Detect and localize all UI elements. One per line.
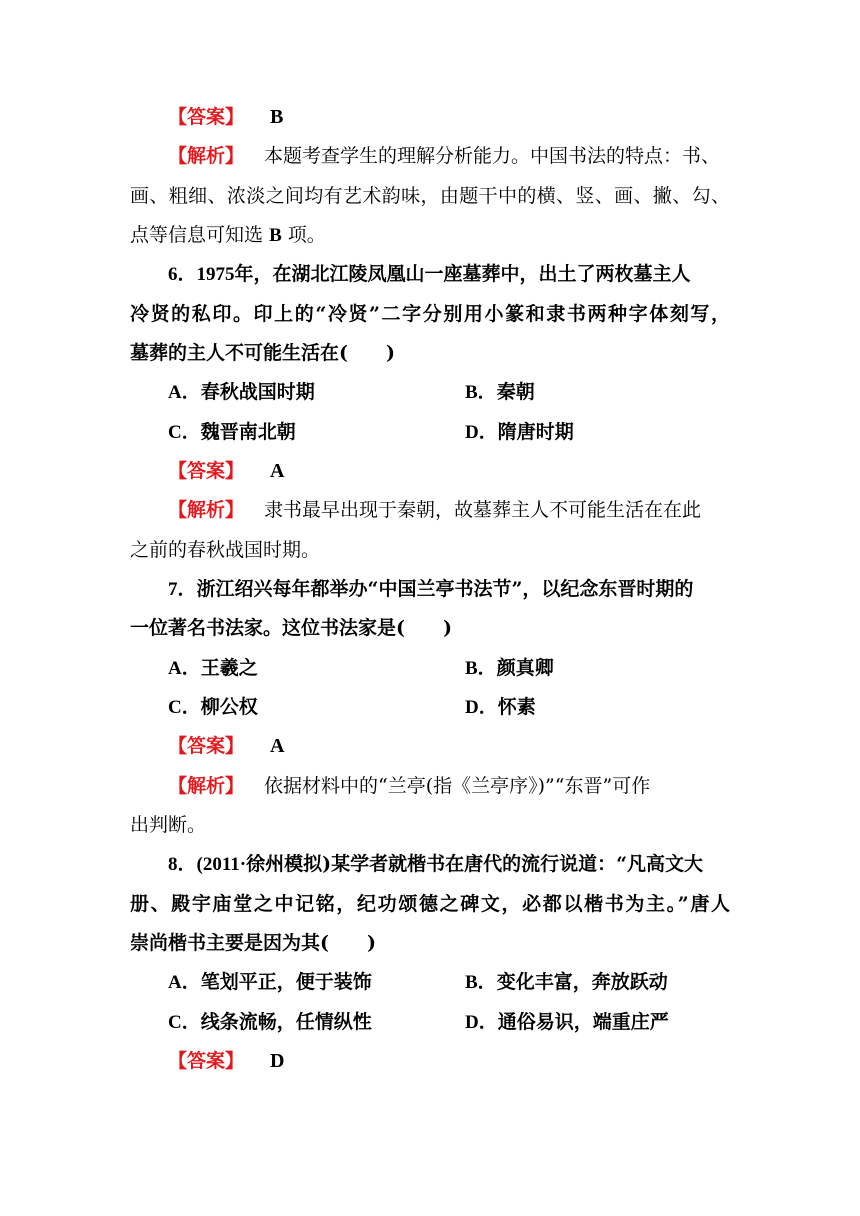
option-text: 笔划平正，便于装饰 <box>200 971 372 993</box>
q6-stem-line-3 <box>130 333 730 373</box>
option-text: 颜真卿 <box>496 657 554 679</box>
answer-label: 【答案】 <box>168 460 245 482</box>
option-text: 春秋战国时期 <box>200 381 315 403</box>
q8-stem-text-3: 崇尚楷书主要是因为其( ) <box>130 932 376 954</box>
q7-stem-text-2: 一位著名书法家。这位书法家是( ) <box>130 617 452 639</box>
q8-stem-text-1: 徐州模拟)某学者就楷书在唐代的流行说道：“凡高文大 <box>246 853 704 875</box>
option-text: 王羲之 <box>200 657 258 679</box>
answer-label: 【答案】 <box>168 1050 245 1072</box>
q7-option-c <box>168 687 258 727</box>
q8-answer-line <box>168 1041 730 1081</box>
q5-analysis-line-3 <box>130 215 730 255</box>
q6-answer: A <box>270 460 285 482</box>
q7-number: 7． <box>168 579 197 600</box>
q5-analysis-text-1: 本题考查学生的理解分析能力。中国书法的特点：书、 <box>264 145 721 167</box>
q6-analysis-line-2 <box>130 530 730 570</box>
q6-option-a <box>168 372 315 412</box>
q8-stem-line-1 <box>168 844 730 884</box>
q6-analysis-text-2: 之前的春秋战国时期。 <box>130 539 321 561</box>
q5-analysis-text-3c: 项。 <box>287 224 326 246</box>
q8-option-a <box>168 962 372 1002</box>
q8-option-d <box>465 1002 669 1042</box>
option-text: 怀素 <box>497 696 536 718</box>
q7-stem-text-1: 浙江绍兴每年都举办“中国兰亭书法节”，以纪念东晋时期的 <box>196 578 694 600</box>
q6-stem-text-3: 墓葬的主人不可能生活在( ) <box>130 342 395 364</box>
q7-stem-line-2 <box>130 608 730 648</box>
option-text: 通俗易识，端重庄严 <box>497 1011 669 1033</box>
q6-option-d <box>465 412 574 452</box>
option-letter: D． <box>465 1012 498 1033</box>
q6-option-c <box>168 412 296 452</box>
q7-option-d <box>465 687 536 727</box>
q6-stem-text-1: 年，在湖北江陵凤凰山一座墓葬中，出土了两枚墓主人 <box>234 263 691 285</box>
option-letter: D． <box>465 697 498 718</box>
analysis-label: 【解析】 <box>168 775 245 797</box>
q5-analysis-line-1 <box>168 136 730 176</box>
q5-analysis-text-2: 画、粗细、浓淡之间均有艺术韵味，由题干中的横、竖、画、撇、勾、 <box>130 185 730 207</box>
q8-option-b <box>465 962 668 1002</box>
q6-answer-line <box>168 451 730 491</box>
analysis-label: 【解析】 <box>168 145 245 167</box>
q8-stem-line-3 <box>130 923 730 963</box>
option-letter: B． <box>465 658 497 679</box>
option-letter: C． <box>168 697 201 718</box>
q8-answer: D <box>270 1050 285 1072</box>
q5-analysis-line-2 <box>130 176 730 216</box>
option-letter: A． <box>168 972 201 993</box>
option-letter: B． <box>465 972 497 993</box>
option-letter: A． <box>168 382 201 403</box>
q8-number: 8．(2011· <box>168 854 247 875</box>
q6-stem-text-2: 冷贤的私印。印上的“冷贤”二字分别用小篆和隶书两种字体刻写， <box>130 303 730 325</box>
q6-analysis-line-1 <box>168 490 730 530</box>
option-letter: A． <box>168 658 201 679</box>
q5-analysis-text-3b: B <box>269 225 282 246</box>
option-letter: C． <box>168 422 201 443</box>
analysis-label: 【解析】 <box>168 499 245 521</box>
option-text: 线条流畅，任情纵性 <box>200 1011 372 1033</box>
option-text: 变化丰富，奔放跃动 <box>496 971 668 993</box>
option-text: 柳公权 <box>200 696 258 718</box>
q5-answer: B <box>270 106 284 128</box>
q6-analysis-text-1: 隶书最早出现于秦朝，故墓葬主人不可能生活在在此 <box>264 499 702 521</box>
q7-answer-line <box>168 726 730 766</box>
option-text: 隋唐时期 <box>497 421 574 443</box>
q8-stem-line-2 <box>130 884 730 924</box>
q6-option-b <box>465 372 535 412</box>
q5-analysis-text-3a: 点等信息可知选 <box>130 224 264 246</box>
q7-option-a <box>168 648 258 688</box>
q8-option-c <box>168 1002 372 1042</box>
q6-number: 6．1975 <box>168 264 235 285</box>
q6-stem-line-2 <box>130 294 730 334</box>
q7-analysis-line-2 <box>130 805 730 845</box>
option-letter: D． <box>465 422 498 443</box>
q7-option-b <box>465 648 554 688</box>
q7-answer: A <box>270 735 285 757</box>
q5-answer-line <box>168 97 730 137</box>
q7-stem-line-1 <box>168 569 730 609</box>
q8-stem-text-2: 册、殿宇庙堂之中记铭，纪功颂德之碑文，必都以楷书为主。”唐人 <box>130 893 730 915</box>
option-letter: B． <box>465 382 497 403</box>
q7-analysis-text-1: 依据材料中的“兰亭(指《兰亭序》)”“东晋”可作 <box>264 775 651 797</box>
option-text: 魏晋南北朝 <box>200 421 296 443</box>
option-letter: C． <box>168 1012 201 1033</box>
answer-label: 【答案】 <box>168 106 245 128</box>
q7-analysis-text-2: 出判断。 <box>130 814 207 836</box>
q6-stem-line-1 <box>168 254 730 294</box>
answer-label: 【答案】 <box>168 735 245 757</box>
q7-analysis-line-1 <box>168 766 730 806</box>
option-text: 秦朝 <box>496 381 535 403</box>
